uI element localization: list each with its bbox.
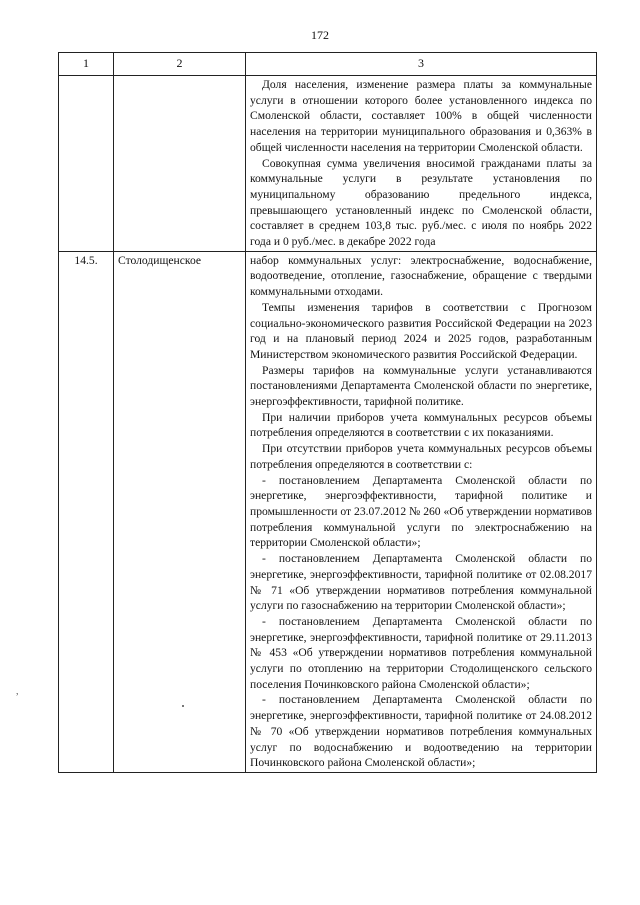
paragraph: - постановлением Департамента Смоленской области по энергетике, энергоэффективности, тарифной политике от 24.08.2012 № 70 «Об утверждении нормативов потребления коммунальных услуг по водоснабжению и водоотведению на территории Починковского района Смоленской области»; [250,693,592,770]
scan-dot [182,705,184,707]
paragraph: набор коммунальных услуг: электроснабжение, водоснабжение, водоотведение, отопление, газоснабжение, обращение с твердыми коммунальными отходами. [250,253,592,299]
paragraph: Совокупная сумма увеличения вносимой гражданами платы за коммунальные услуги в результате установления по муниципальному образованию предельного индекса, превышающего установленный индекс по Смоленской области, составляет в среднем 103,8 тыс. руб./мес. с июля по ноябрь 2022 года и 0 руб./мес. в декабре 2022 года [250,156,592,249]
table-row [59,76,597,252]
table-header-row [59,53,597,76]
paragraph: Темпы изменения тарифов в соответствии с Прогнозом социально-экономического развития Российской Федерации на 2023 год и на плановый период 2024 и 2025 годов, разработанным Министерством экономического развития Российской Федерации. [250,300,592,361]
column-header-2: 2 [114,53,246,76]
municipality-name: Столодищенское [114,251,246,772]
page-number: 172 [311,28,329,42]
paragraph: - постановлением Департамента Смоленской области по энергетике, энергоэффективности, тарифной политике от 29.11.2013 № 453 «Об утверждении нормативов потребления коммунальной услуги по отоплению на территории Стодолищенского сельского поселения Починковского района Смоленской области»; [250,614,592,691]
column-header-1: 1 [59,53,114,76]
paragraph: - постановлением Департамента Смоленской области по энергетике, энергоэффективности, тарифной политике и промышленности от 23.07.2012 № 260 «Об утверждении нормативов потребления коммунальной услуги по электроснабжению на территории Смоленской области»; [250,473,592,550]
paragraph: Доля населения, изменение размера платы за коммунальные услуги в отношении которого более установленного индекса по Смоленской области, составляет 100% в общей численности населения на территории муниципального образования и 0,363% в общей численности населения на территории Смоленской области. [250,78,592,154]
row-number: 14.5. [59,251,114,772]
column-header-3: 3 [246,53,597,76]
row-number [59,76,114,252]
table-row [59,251,597,772]
municipality-name [114,76,246,252]
paragraph: Размеры тарифов на коммунальные услуги устанавливаются постановлениями Департамента Смоленской области по энергетике, энергоэффективности, тарифной политике. [250,363,592,409]
paragraph: - постановлением Департамента Смоленской области по энергетике, энергоэффективности, тарифной политике от 02.08.2017 № 71 «Об утверждении нормативов потребления коммунальной услуги по газоснабжению на территории Смоленской области»; [250,552,592,613]
paragraph: При отсутствии приборов учета коммунальных ресурсов объемы потребления определяются в соответствии с: [250,442,592,471]
document-table [58,52,597,773]
description-cell [246,251,597,772]
description-cell [246,76,597,252]
scan-mark: , [16,686,19,697]
paragraph: При наличии приборов учета коммунальных ресурсов объемы потребления определяются в соответствии с их показаниями. [250,410,592,440]
